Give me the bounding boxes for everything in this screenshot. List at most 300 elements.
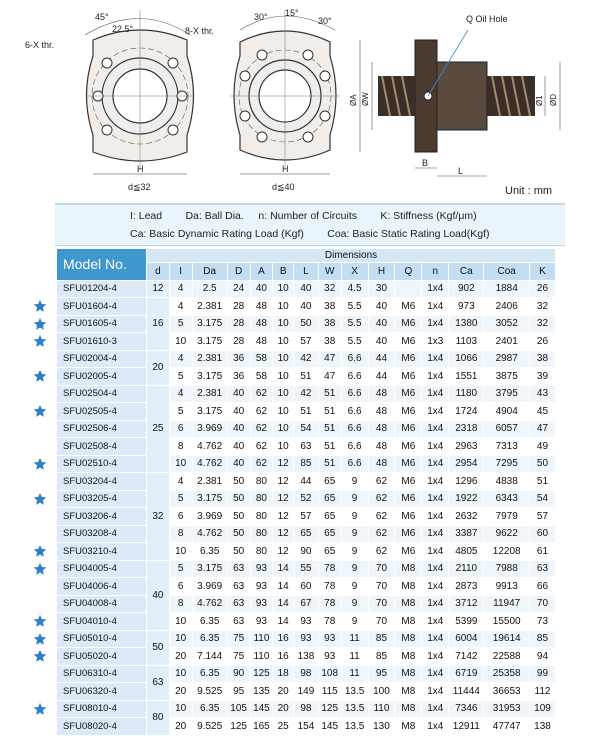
value-cell: 44 (294, 473, 319, 491)
value-cell: 7313 (484, 438, 530, 456)
table-row (57, 630, 556, 648)
value-cell: M6 (395, 385, 422, 403)
value-cell: 62 (368, 543, 395, 561)
value-cell: M8 (395, 665, 422, 683)
value-cell: 65 (294, 525, 319, 543)
value-cell: 12 (273, 490, 294, 508)
value-cell: 51 (318, 403, 341, 421)
left-holes-label: 6-X thr. (25, 40, 55, 50)
value-cell: 6343 (484, 490, 530, 508)
value-cell: 48 (250, 315, 273, 333)
value-cell: M6 (395, 490, 422, 508)
value-cell: 1x4 (422, 595, 449, 613)
value-cell: 40 (294, 280, 319, 298)
value-cell: 95 (368, 665, 395, 683)
value-cell: 2.5 (192, 280, 227, 298)
middle-h-label: H (282, 164, 289, 174)
value-cell: 31953 (484, 700, 530, 718)
value-cell: 1x3 (422, 333, 449, 351)
value-cell: 40 (368, 298, 395, 316)
value-cell: 112 (529, 683, 555, 701)
value-cell: 70 (529, 595, 555, 613)
value-cell: 1x4 (422, 385, 449, 403)
model-cell: SFU04006-4 (57, 578, 147, 596)
value-cell: 10 (273, 385, 294, 403)
value-cell: 10 (169, 613, 192, 631)
value-cell: 7988 (484, 560, 530, 578)
table-row (57, 613, 556, 631)
value-cell: 2110 (449, 560, 484, 578)
column-header: A (250, 263, 273, 281)
value-cell: 11444 (449, 683, 484, 701)
column-header: Coa (484, 263, 530, 281)
value-cell: 44 (368, 368, 395, 386)
value-cell: 109 (529, 700, 555, 718)
value-cell: M6 (395, 368, 422, 386)
value-cell: 3.969 (192, 420, 227, 438)
star-icon (33, 369, 47, 383)
value-cell: 4838 (484, 473, 530, 491)
value-cell: 99 (529, 665, 555, 683)
side-view-drawing (349, 14, 560, 176)
value-cell: 20 (169, 683, 192, 701)
value-cell: 3.175 (192, 490, 227, 508)
value-cell: 80 (250, 490, 273, 508)
value-cell: 2.381 (192, 298, 227, 316)
value-cell: 4 (169, 385, 192, 403)
model-cell: SFU01204-4 (57, 280, 147, 298)
value-cell: 1296 (449, 473, 484, 491)
value-cell: 20 (273, 683, 294, 701)
value-cell: 10 (169, 543, 192, 561)
value-cell: 65 (318, 473, 341, 491)
value-cell: 10 (273, 368, 294, 386)
value-cell: M6 (395, 298, 422, 316)
value-cell: 80 (250, 543, 273, 561)
value-cell: 40 (250, 280, 273, 298)
table-row (57, 508, 556, 526)
column-header: H (368, 263, 395, 281)
value-cell: 61 (529, 543, 555, 561)
left-angle-big: 45° (95, 12, 109, 22)
value-cell: 50 (529, 455, 555, 473)
value-cell: 5 (169, 560, 192, 578)
model-cell: SFU08010-4 (57, 700, 147, 718)
value-cell: 20 (273, 700, 294, 718)
value-cell: 93 (250, 560, 273, 578)
value-cell: 10 (273, 333, 294, 351)
value-cell: 25358 (484, 665, 530, 683)
value-cell: M8 (395, 700, 422, 718)
value-cell: 18 (273, 665, 294, 683)
value-cell: M8 (395, 630, 422, 648)
star-icon (33, 649, 47, 663)
value-cell: 10 (273, 403, 294, 421)
value-cell: M6 (395, 455, 422, 473)
value-cell: 70 (368, 595, 395, 613)
value-cell: 6.6 (341, 403, 368, 421)
oil-hole-label: Q Oil Hole (466, 14, 508, 24)
value-cell: 11 (341, 648, 368, 666)
model-cell: SFU03208-4 (57, 525, 147, 543)
value-cell: 13.5 (341, 718, 368, 736)
value-cell: 50 (227, 473, 250, 491)
value-cell: 58 (250, 350, 273, 368)
value-cell: 50 (227, 543, 250, 561)
value-cell: 65 (318, 508, 341, 526)
value-cell: 65 (318, 543, 341, 561)
value-cell: 93 (250, 595, 273, 613)
value-cell: 32 (529, 298, 555, 316)
value-cell: 6057 (484, 420, 530, 438)
value-cell: 2963 (449, 438, 484, 456)
value-cell: 1x4 (422, 630, 449, 648)
table-row (57, 718, 556, 736)
value-cell: 6.6 (341, 438, 368, 456)
value-cell: 62 (250, 385, 273, 403)
value-cell: 3387 (449, 525, 484, 543)
value-cell: 9 (341, 595, 368, 613)
value-cell: 1x4 (422, 700, 449, 718)
value-cell: 138 (294, 648, 319, 666)
value-cell: 5.5 (341, 315, 368, 333)
shaft-diameter-cell: 16 (147, 298, 170, 351)
legend-box (55, 203, 565, 246)
table-row (57, 665, 556, 683)
table-row (57, 350, 556, 368)
value-cell: 70 (368, 613, 395, 631)
value-cell: 7.144 (192, 648, 227, 666)
value-cell: 12 (273, 508, 294, 526)
value-cell: 10 (169, 665, 192, 683)
value-cell: M6 (395, 543, 422, 561)
value-cell: 63 (227, 560, 250, 578)
left-angle-small: 22.5° (112, 24, 134, 34)
value-cell: 48 (250, 333, 273, 351)
column-header: Ca (449, 263, 484, 281)
star-icon (33, 457, 47, 471)
value-cell: M8 (395, 648, 422, 666)
value-cell: 138 (529, 718, 555, 736)
middle-angle-left: 30° (254, 12, 268, 22)
value-cell: 7979 (484, 508, 530, 526)
value-cell: 44 (368, 350, 395, 368)
value-cell: 4.762 (192, 595, 227, 613)
dim-1-label: Ø1 (535, 95, 544, 106)
value-cell: 63 (227, 613, 250, 631)
value-cell: M6 (395, 473, 422, 491)
value-cell: 63 (227, 578, 250, 596)
table-row (57, 683, 556, 701)
value-cell: 1x4 (422, 455, 449, 473)
value-cell: 36653 (484, 683, 530, 701)
value-cell: 100 (368, 683, 395, 701)
value-cell: 62 (368, 525, 395, 543)
value-cell: 2401 (484, 333, 530, 351)
value-cell: 3.969 (192, 508, 227, 526)
value-cell: 78 (318, 578, 341, 596)
column-header: Da (192, 263, 227, 281)
value-cell: 40 (227, 385, 250, 403)
value-cell: 14 (273, 560, 294, 578)
value-cell: 9 (341, 508, 368, 526)
value-cell: 65 (318, 490, 341, 508)
value-cell: 1x4 (422, 578, 449, 596)
value-cell: 4.762 (192, 438, 227, 456)
value-cell: 12911 (449, 718, 484, 736)
value-cell: 50 (227, 490, 250, 508)
value-cell: 32 (318, 280, 341, 298)
dim-a-label: ØA (349, 94, 358, 106)
value-cell: 6.6 (341, 385, 368, 403)
column-header: I (169, 263, 192, 281)
value-cell: 1x4 (422, 280, 449, 298)
value-cell: 10 (169, 700, 192, 718)
value-cell: 6 (169, 578, 192, 596)
value-cell: 1x4 (422, 560, 449, 578)
value-cell: 24 (227, 280, 250, 298)
value-cell: 50 (227, 508, 250, 526)
value-cell: 10 (169, 333, 192, 351)
value-cell: 135 (250, 683, 273, 701)
value-cell: 2.381 (192, 350, 227, 368)
value-cell: 4.762 (192, 455, 227, 473)
value-cell: 6 (169, 508, 192, 526)
value-cell: 6.35 (192, 630, 227, 648)
value-cell: 4.762 (192, 525, 227, 543)
value-cell: 1180 (449, 385, 484, 403)
value-cell: 9622 (484, 525, 530, 543)
middle-angle-right: 30° (318, 16, 332, 26)
value-cell: M6 (395, 315, 422, 333)
unit-label: Unit : mm (505, 185, 553, 197)
shaft-diameter-cell: 50 (147, 630, 170, 665)
value-cell: 51 (318, 385, 341, 403)
value-cell: 165 (250, 718, 273, 736)
value-cell: 43 (529, 385, 555, 403)
value-cell: 42 (294, 385, 319, 403)
value-cell: 62 (250, 420, 273, 438)
value-cell: 6.6 (341, 368, 368, 386)
middle-holes-label: 8-X thr. (185, 26, 215, 36)
value-cell: 47 (318, 350, 341, 368)
value-cell: 28 (227, 333, 250, 351)
value-cell: M8 (395, 578, 422, 596)
star-icon (33, 404, 47, 418)
value-cell: 3.969 (192, 578, 227, 596)
value-cell: 4805 (449, 543, 484, 561)
value-cell: 28 (227, 298, 250, 316)
value-cell: 5.5 (341, 333, 368, 351)
value-cell: 54 (529, 490, 555, 508)
value-cell: 4 (169, 473, 192, 491)
model-cell: SFU02508-4 (57, 438, 147, 456)
value-cell: 62 (250, 403, 273, 421)
column-header: Q (395, 263, 422, 281)
value-cell: 60 (294, 578, 319, 596)
value-cell: 5.5 (341, 298, 368, 316)
value-cell: 49 (529, 438, 555, 456)
value-cell: 14 (273, 595, 294, 613)
value-cell: 110 (368, 700, 395, 718)
value-cell: 65 (318, 525, 341, 543)
model-cell: SFU02004-4 (57, 350, 147, 368)
value-cell: 39 (529, 368, 555, 386)
model-cell: SFU02505-4 (57, 403, 147, 421)
shaft-diameter-cell: 25 (147, 385, 170, 473)
value-cell: 1x4 (422, 683, 449, 701)
value-cell: 57 (529, 508, 555, 526)
value-cell: 125 (318, 700, 341, 718)
value-cell: 32 (529, 315, 555, 333)
value-cell: 11 (341, 665, 368, 683)
star-icon (33, 299, 47, 313)
value-cell: 80 (250, 473, 273, 491)
value-cell: 7346 (449, 700, 484, 718)
value-cell: 1066 (449, 350, 484, 368)
model-cell: SFU04010-4 (57, 613, 147, 631)
value-cell: 4 (169, 280, 192, 298)
table-row (57, 648, 556, 666)
value-cell: 93 (250, 613, 273, 631)
value-cell: 9.525 (192, 683, 227, 701)
value-cell: 9.525 (192, 718, 227, 736)
table-row (57, 700, 556, 718)
value-cell: 14 (273, 613, 294, 631)
value-cell: 4904 (484, 403, 530, 421)
star-icon (33, 562, 47, 576)
model-cell: SFU03205-4 (57, 490, 147, 508)
value-cell: 1x4 (422, 368, 449, 386)
value-cell: 1x4 (422, 665, 449, 683)
model-cell: SFU03206-4 (57, 508, 147, 526)
value-cell: 93 (318, 630, 341, 648)
star-icon (33, 544, 47, 558)
value-cell: 85 (529, 630, 555, 648)
value-cell: M6 (395, 350, 422, 368)
value-cell: 902 (449, 280, 484, 298)
column-header: d (147, 263, 170, 281)
value-cell: 12 (273, 543, 294, 561)
value-cell: 3052 (484, 315, 530, 333)
table-row (57, 298, 556, 316)
model-cell: SFU04005-4 (57, 560, 147, 578)
value-cell: 40 (227, 403, 250, 421)
shaft-diameter-cell: 63 (147, 665, 170, 700)
value-cell (395, 280, 422, 298)
dim-l-label: L (458, 166, 464, 176)
table-row (57, 368, 556, 386)
value-cell: 63 (529, 560, 555, 578)
value-cell: 8 (169, 438, 192, 456)
left-h-label: H (137, 164, 144, 174)
shaft-diameter-cell: 80 (147, 700, 170, 735)
value-cell: 3.175 (192, 315, 227, 333)
value-cell: 1x4 (422, 543, 449, 561)
value-cell: 6.35 (192, 665, 227, 683)
value-cell: 6719 (449, 665, 484, 683)
value-cell: 1x4 (422, 350, 449, 368)
value-cell: 1x4 (422, 473, 449, 491)
value-cell: 70 (368, 578, 395, 596)
value-cell: 19614 (484, 630, 530, 648)
value-cell: 75 (227, 648, 250, 666)
value-cell: 7295 (484, 455, 530, 473)
column-header: D (227, 263, 250, 281)
dim-d-label: ØD (549, 94, 558, 106)
value-cell: 10 (273, 315, 294, 333)
value-cell: 1x4 (422, 298, 449, 316)
value-cell: 85 (368, 648, 395, 666)
model-cell: SFU01605-4 (57, 315, 147, 333)
value-cell: 12 (273, 525, 294, 543)
value-cell: 98 (294, 700, 319, 718)
value-cell: M6 (395, 525, 422, 543)
table-row (57, 490, 556, 508)
value-cell: 6.35 (192, 613, 227, 631)
value-cell: M8 (395, 683, 422, 701)
value-cell: 16 (273, 648, 294, 666)
value-cell: 1x4 (422, 403, 449, 421)
value-cell: 9 (341, 490, 368, 508)
star-icon (33, 614, 47, 628)
value-cell: 10 (273, 298, 294, 316)
value-cell: 50 (294, 315, 319, 333)
value-cell: 12 (273, 455, 294, 473)
value-cell: 1x4 (422, 613, 449, 631)
value-cell: 93 (294, 613, 319, 631)
value-cell: 55 (294, 560, 319, 578)
value-cell: 15500 (484, 613, 530, 631)
value-cell: 2406 (484, 298, 530, 316)
value-cell: 90 (294, 543, 319, 561)
table-row (57, 333, 556, 351)
value-cell: 28 (227, 315, 250, 333)
value-cell: 40 (227, 438, 250, 456)
value-cell: 70 (368, 560, 395, 578)
value-cell: 58 (250, 368, 273, 386)
model-cell: SFU04008-4 (57, 595, 147, 613)
value-cell: 3712 (449, 595, 484, 613)
value-cell: 80 (250, 525, 273, 543)
value-cell: 48 (368, 420, 395, 438)
value-cell: 11 (341, 630, 368, 648)
value-cell: 47747 (484, 718, 530, 736)
value-cell: 4 (169, 350, 192, 368)
value-cell: 125 (227, 718, 250, 736)
value-cell: 78 (318, 595, 341, 613)
dim-w-label: ØW (361, 92, 370, 106)
value-cell: 9 (341, 578, 368, 596)
table-row (57, 315, 556, 333)
value-cell: 130 (368, 718, 395, 736)
model-cell: SFU02504-4 (57, 385, 147, 403)
value-cell: 62 (250, 438, 273, 456)
value-cell: 20 (169, 648, 192, 666)
value-cell: 78 (318, 560, 341, 578)
value-cell: 145 (250, 700, 273, 718)
value-cell: 2632 (449, 508, 484, 526)
value-cell: 5 (169, 490, 192, 508)
value-cell: 51 (294, 368, 319, 386)
value-cell: 4.5 (341, 280, 368, 298)
value-cell: 42 (294, 350, 319, 368)
value-cell: M8 (395, 595, 422, 613)
shaft-diameter-cell: 32 (147, 473, 170, 561)
left-flange-drawing (25, 10, 195, 192)
value-cell: 1x4 (422, 438, 449, 456)
value-cell: 62 (368, 508, 395, 526)
